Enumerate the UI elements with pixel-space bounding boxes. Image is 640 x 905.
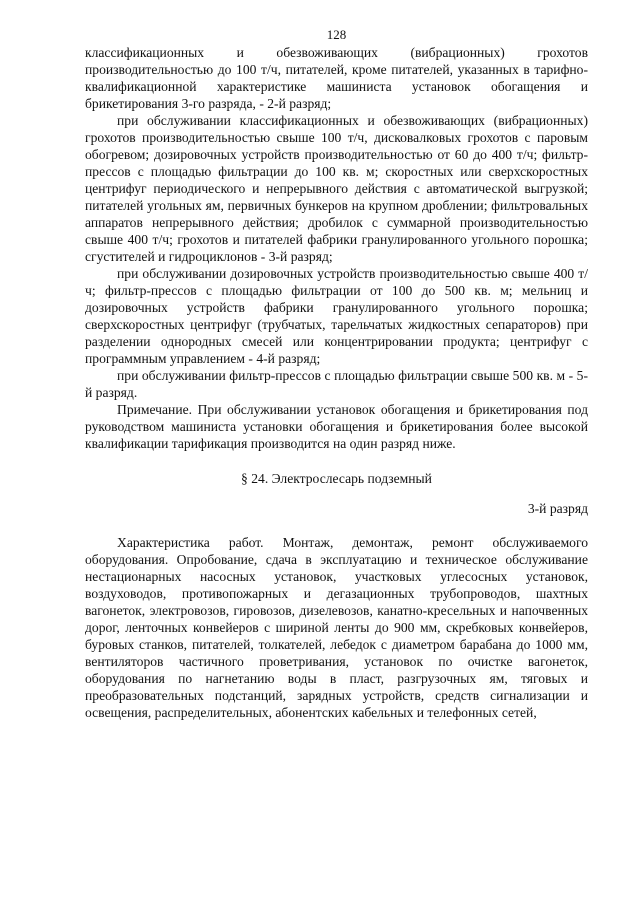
paragraph-grade-5: при обслуживании фильтр-прессов с площадью фильтрации свыше 500 кв. м - 5-й разряд. (85, 368, 588, 400)
page-number: 128 (326, 27, 347, 42)
section-title: § 24. Электрослесарь подземный (241, 471, 432, 486)
paragraph-note: Примечание. При обслуживании установок обогащения и брикетирования под руководством машиниста установки обогащения и брикетирования более высокой квалификации тарификация производится на один разряд ниже. (85, 402, 588, 451)
paragraph-work-characteristics: Характеристика работ. Монтаж, демонтаж, ремонт обслуживаемого оборудования. Опробование, сдача в эксплуатацию и техническое обслуживание нестационарных насосных установок, участковых углесосных установок, воздуховодов, противопожарных и дегазационных трубопроводов, шахтных вагонеток, электровозов, гировозов, дизелевозов, канатно-кресельных и напочвенных дорог, ленточных конвейеров с шириной ленты до 900 мм, скребковых конвейеров, буровых станков, питателей, толкателей, лебедок с диаметром барабана до 1000 мм, вентиляторов частичного проветривания, установок по очистке вагонеток, оборудования по нагнетанию воды в пласт, разгрузочных ям, тяговых и преобразовательных подстанций, зарядных устройств, средств сигнализации и освещения, распределительных, абонентских кабельных и телефонных сетей, (85, 535, 588, 720)
paragraph-grade-4: при обслуживании дозировочных устройств производительностью свыше 400 т/ч; фильтр-прессов с площадью фильтрации от 100 до 500 кв. м; мельниц и дозировочных устройств фабрики гранулированного угольного порошка; сверхскоростных центрифуг (трубчатых, тарельчатых жидкостных сепараторов) при разделении однородных смесей или концентрировании продукта; центрифуг с программным управлением - 4-й разряд; (85, 266, 588, 366)
grade-heading: 3-й разряд (527, 501, 588, 516)
document-body (85, 44, 588, 721)
paragraph-grade-2-continuation: классификационных и обезвоживающих (вибрационных) грохотов производительностью до 100 т/ч, питателей, кроме питателей, указанных в тарифно-квалификационной характеристике машиниста установок обогащения и брикетирования 3-го разряда, - 2-й разряд; (85, 45, 588, 111)
paragraph-grade-3: при обслуживании классификационных и обезвоживающих (вибрационных) грохотов производительностью свыше 100 т/ч, дисковалковых грохотов с паровым обогревом; дозировочных устройств производительностью от 60 до 400 т/ч; фильтр-прессов с площадью фильтрации до 100 кв. м; скоростных или сверхскоростных центрифуг периодического и непрерывного действия с автоматической выгрузкой; питателей угольных ям, первичных бункеров на крупном дроблении; фильтровальных аппаратов непрерывного действия; дробилок с суммарной производительностью свыше 400 т/ч; грохотов и питателей фабрики гранулированного угольного порошка; сгустителей и гидроциклонов - 3-й разряд; (85, 113, 588, 264)
